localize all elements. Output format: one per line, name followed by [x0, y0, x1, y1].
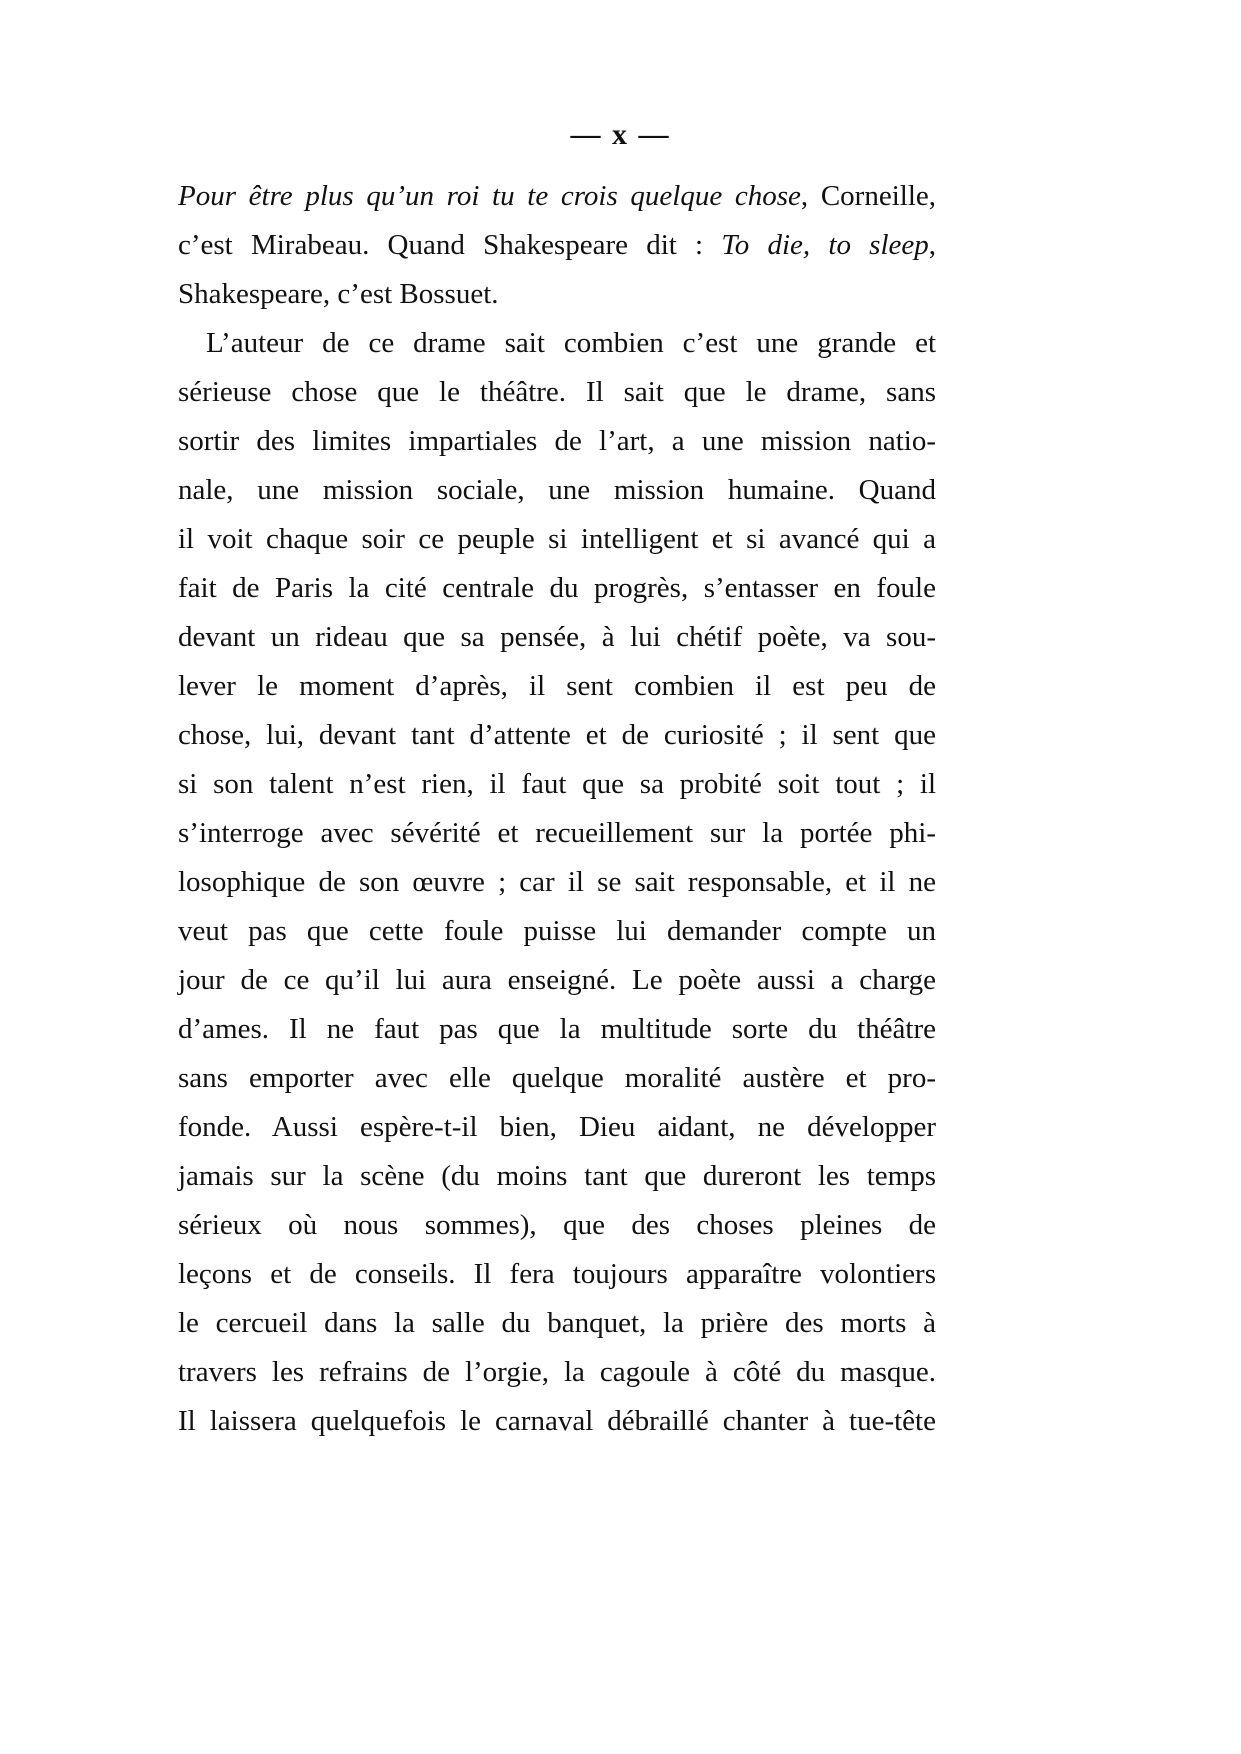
text-line: travers les refrains de l’orgie, la cagoule à côté du masque. — [178, 1356, 936, 1388]
text-line: nale, une mission sociale, une mission humaine. Quand — [178, 474, 936, 506]
text-line: losophique de son œuvre ; car il se sait responsable, et il ne — [178, 866, 936, 898]
italic-quote: Pour être plus qu’un roi tu te crois quelque chose — [178, 180, 801, 212]
text-line: L’auteur de ce drame sait combien c’est une grande et — [206, 327, 936, 359]
text-line: fonde. Aussi espère-t-il bien, Dieu aidant, ne développer — [178, 1111, 936, 1143]
text-line — [178, 221, 936, 270]
text-line: il voit chaque soir ce peuple si intelligent et si avancé qui a — [178, 523, 936, 555]
text-line: le cercueil dans la salle du banquet, la prière des morts à — [178, 1307, 936, 1339]
text-line: jamais sur la scène (du moins tant que dureront les temps — [178, 1160, 936, 1192]
text-line: jour de ce qu’il lui aura enseigné. Le poète aussi a charge — [178, 964, 936, 996]
paragraph — [178, 319, 936, 1446]
text-line — [178, 172, 936, 221]
text-line: sérieux où nous sommes), que des choses pleines de — [178, 1209, 936, 1241]
text-line: d’ames. Il ne faut pas que la multitude sorte du théâtre — [178, 1013, 936, 1045]
text-span: c’est Mirabeau. Quand Shakespeare dit : — [178, 229, 722, 261]
text-line: fait de Paris la cité centrale du progrès, s’entasser en foule — [178, 572, 936, 604]
text-line: leçons et de conseils. Il fera toujours apparaître volontiers — [178, 1258, 936, 1290]
text-line: devant un rideau que sa pensée, à lui chétif poète, va sou- — [178, 621, 936, 653]
text-line: Il laissera quelquefois le carnaval débraillé chanter à tue-tête — [178, 1405, 936, 1437]
text-line: sérieuse chose que le théâtre. Il sait que le drame, sans — [178, 376, 936, 408]
italic-quote: To die, to sleep — [721, 229, 929, 261]
text-line: s’interroge avec sévérité et recueillement sur la portée phi- — [178, 817, 936, 849]
text-line: sans emporter avec elle quelque moralité austère et pro- — [178, 1062, 936, 1094]
text-span: , — [928, 229, 936, 261]
page-number: — x — — [570, 118, 671, 151]
text-line: lever le moment d’après, il sent combien il est peu de — [178, 670, 936, 702]
text-line: Shakespeare, c’est Bossuet. — [178, 278, 499, 310]
text-line: si son talent n’est rien, il faut que sa probité soit tout ; il — [178, 768, 936, 800]
page-body — [178, 172, 936, 1446]
text-line: sortir des limites impartiales de l’art, a une mission natio- — [178, 425, 936, 457]
text-span: , Corneille, — [800, 180, 936, 212]
text-line: veut pas que cette foule puisse lui demander compte un — [178, 915, 936, 947]
text-line: chose, lui, devant tant d’attente et de curiosité ; il sent que — [178, 719, 936, 751]
